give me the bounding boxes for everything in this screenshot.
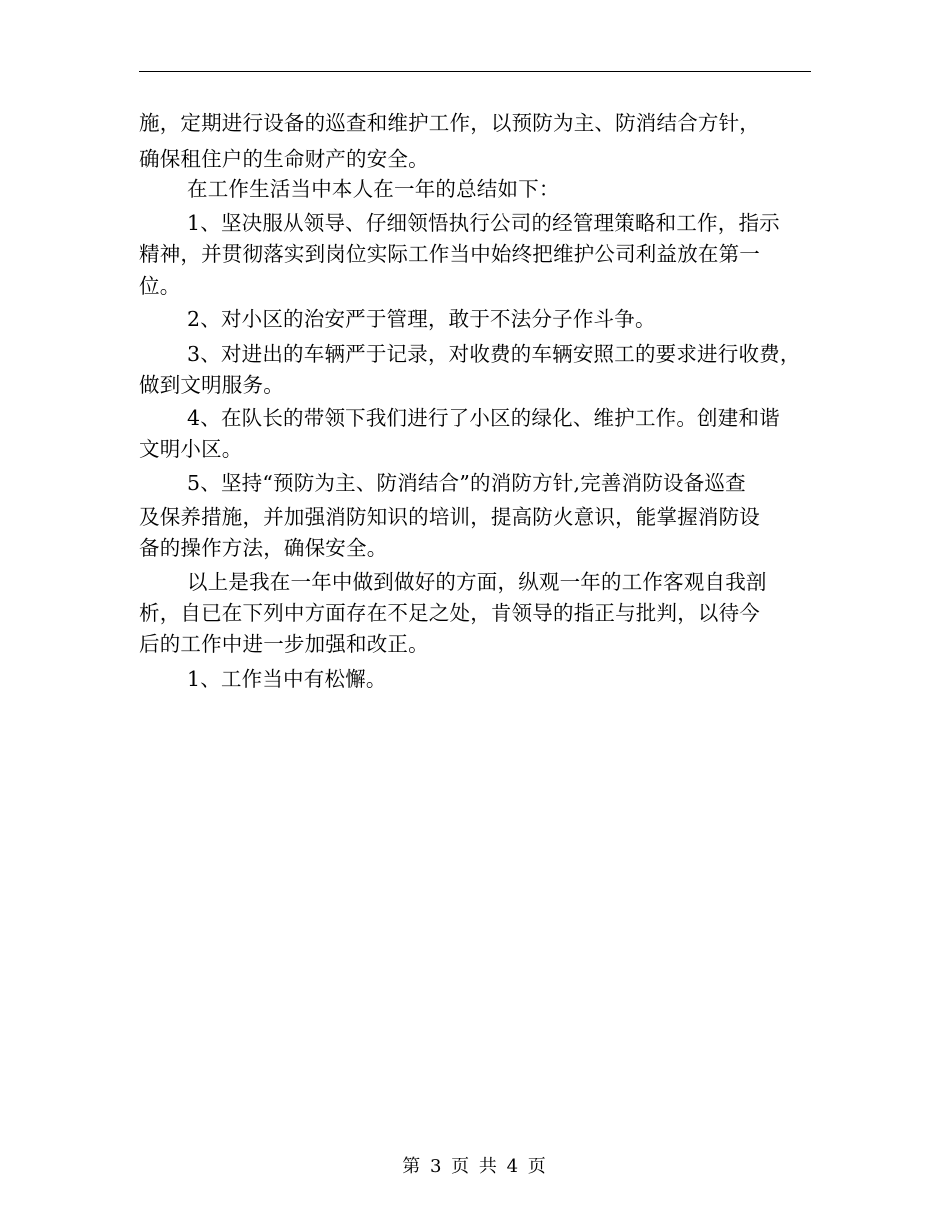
text-line: 后的工作中进一步加强和改正。: [139, 632, 429, 656]
text-line: 3、对进出的车辆严于记录，对收费的车辆安照工的要求进行收费，: [187, 342, 801, 366]
header-rule: [139, 71, 811, 72]
page-number-footer: 第 3 页 共 4 页: [402, 1156, 548, 1177]
text-line: 析，自已在下列中方面存在不足之处，肯领导的指正与批判，以待今: [139, 601, 760, 625]
text-line: 精神，并贯彻落实到岗位实际工作当中始终把维护公司利益放在第一: [139, 242, 760, 266]
text-line: 4、在队长的带领下我们进行了小区的绿化、维护工作。创建和谐: [187, 406, 780, 430]
text-line: 及保养措施，并加强消防知识的培训，提高防火意识，能掌握消防设: [139, 505, 760, 529]
text-line: 在工作生活当中本人在一年的总结如下：: [187, 177, 560, 201]
text-line: 做到文明服务。: [139, 373, 284, 397]
text-line: 备的操作方法，确保安全。: [139, 536, 388, 560]
text-line: 1、工作当中有松懈。: [187, 667, 387, 691]
text-line: 5、坚持“预防为主、防消结合”的消防方针,完善消防设备巡查: [187, 471, 746, 495]
text-line: 确保租住户的生命财产的安全。: [139, 147, 429, 171]
text-line: 文明小区。: [139, 437, 243, 461]
text-line: 以上是我在一年中做到做好的方面，纵观一年的工作客观自我剖: [187, 570, 767, 594]
text-line: 位。: [139, 274, 181, 298]
text-line: 2、对小区的治安严于管理，敢于不法分子作斗争。: [187, 307, 656, 331]
text-line: 1、坚决服从领导、仔细领悟执行公司的经管理策略和工作，指示: [187, 211, 780, 235]
text-line: 施，定期进行设备的巡查和维护工作，以预防为主、防消结合方针，: [139, 111, 760, 135]
